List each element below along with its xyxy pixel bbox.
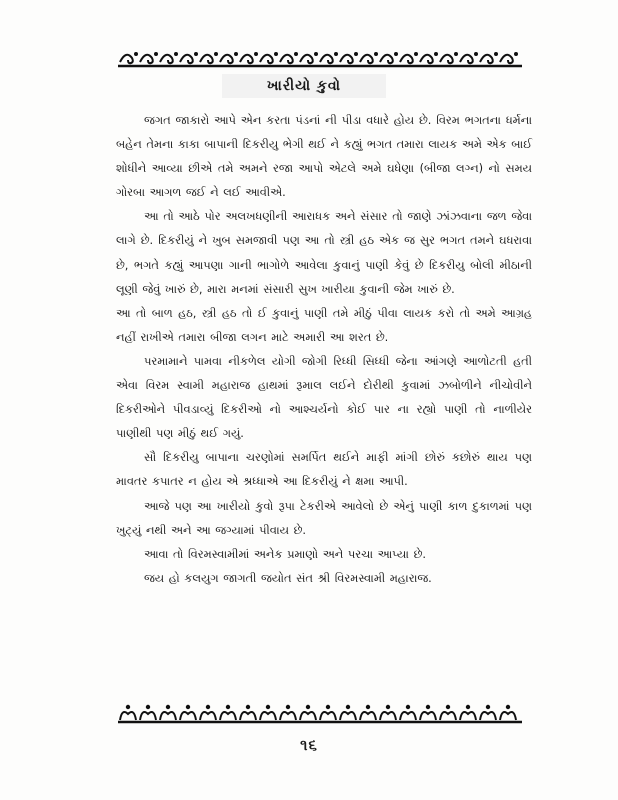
chapter-body [116,108,532,590]
chapter-title: ખારીયો કુવો [222,74,386,98]
bottom-ornamental-border [118,700,522,726]
paragraph: આ તો બાળ હઠ, સ્ત્રી હઠ તો ઈ કુવાનું પાણી તમે મીઠું પીવા લાયક કરો તો અમે આગ્રહ નહીં રાખીએ તમારા બીજા લગન માટે અમારી આ શરત છે. [116,305,532,344]
top-ornamental-border [118,44,522,70]
paragraph: સૌ દિકરીયુ બાપાના ચરણોમાં સમર્પિત થઈને માફી માંગી છોરું કછોરું થાય પણ માવતર કપાતર ન હોય એ શ્રધ્ધાએ આ દિકરીયું ને ક્ષમા આપી. [116,450,532,489]
paragraph: આજે પણ આ ખારીયો કુવો રૂપા ટેકરીએ આવેલો છે એનું પાણી કાળ દુકાળમાં પણ ખુટ્યું નથી અને આ જગ્યામાં પીવાય છે. [116,498,532,537]
paragraph: પરમામાને પામવા નીકળેલ યોગી જોગી રિધ્ધી સિધ્ધી જેના આંગણે આળોટતી હતી એવા વિરમ સ્વામી મહારાજ હાથમાં રૂમાલ લઈને દોરીથી કુવામાં ઝબોળીને નીચોવીને દિકરીઓને પીવડાવ્યું દિકરીઓ નો આશ્ચર્યનો કોઈ પાર ના રહ્યો પાણી તો નાળીયેર પાણીથી પણ મીઠું થઈ ગયું. [116,353,532,441]
paragraph: જય હો કલયુગ જાગતી જયોત સંત શ્રી વિરમસ્વામી મહારાજ. [144,570,432,585]
paragraph: જગત જાકારો આપે એન કરતા પંડનાં ની પીડા વધારે હોય છે. વિરમ ભગતના ધર્મના બહેન તેમના કાકા બાપાની દિકરીયુ ભેગી થઈ ને કહ્યું ભગત તમારા લાયક અમે એક બાઈ શોધીને આવ્યા છીએ તમે અમને રજા આપો એટલે અમે ઘધેણા (બીજા લગ્ન) નો સમય ગોરબા આગળ જઈ ને લઈ આવીએ. [116,113,532,200]
paragraph: આવા તો વિરમસ્વામીમાં અનેક પ્રમાણો અને પરચા આપ્યા છે. [144,546,427,561]
paragraph: આ તો આઠે પોર અલખધણીની આરાધક અને સંસાર તો જાણે ઝાંઝવાના જળ જેવા લાગે છે. દિકરીયું ને ખુબ સમજાવી પણ આ તો સ્ત્રી હઠ એક જ સુર ભગત તમને ઘધરાવા છે, ભગતે કહ્યું આપણા ગાની ભાગોળે આવેલા કુવાનું પાણી કેવું છે દિકરીયુ બોલી મીઠાની લૂણી જેવું ખારું છે, મારા મનમાં સંસારી સુખ ખારીયા કુવાની જેમ ખારું છે. [116,209,532,296]
page-number: ૧૬ [300,736,318,754]
